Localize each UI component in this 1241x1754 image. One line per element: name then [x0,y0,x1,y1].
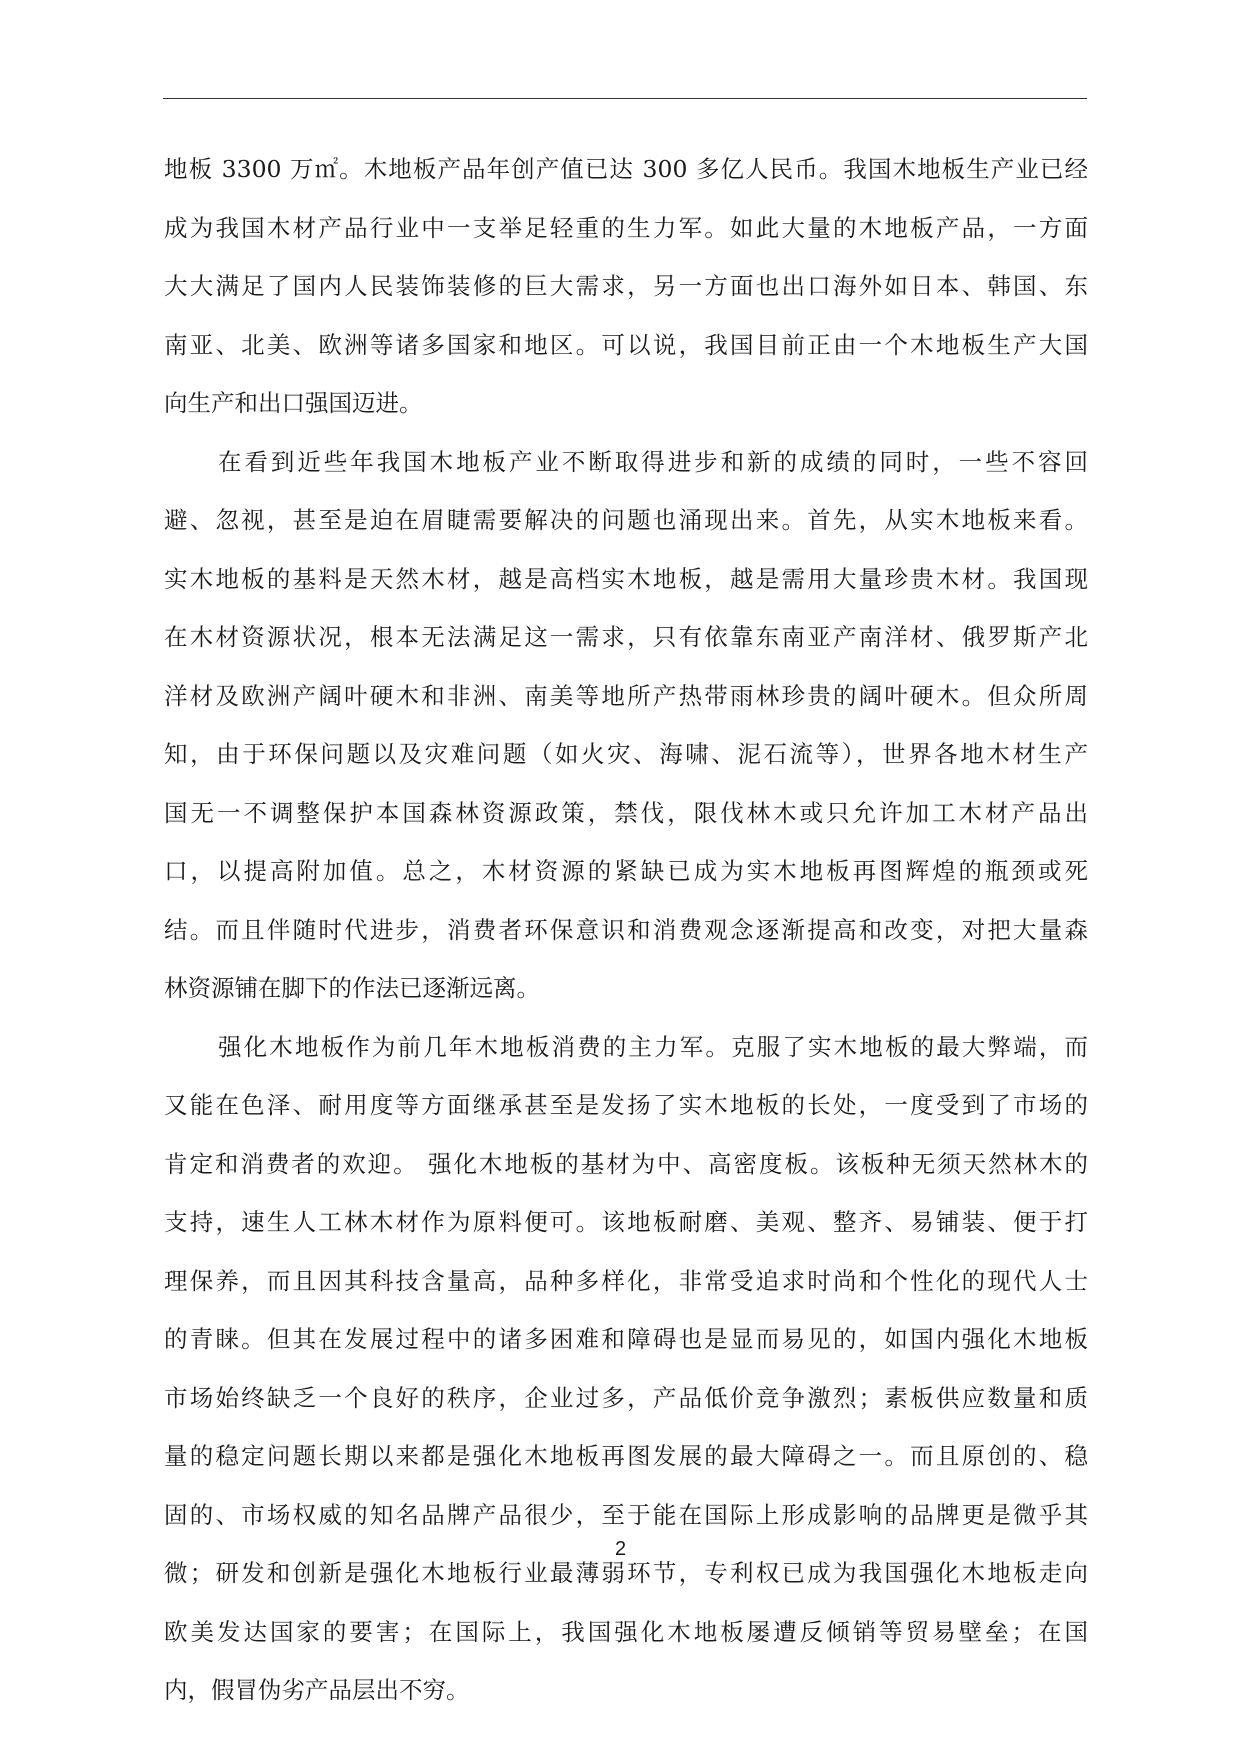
text-line: 的青睐。但其在发展过程中的诸多困难和障碍也是显而易见的，如国内强化木地板 [164,1325,1088,1353]
document-body [164,140,1088,1720]
paragraph [164,140,1088,433]
text-line: 支持，速生人工林木材作为原料便可。该地板耐磨、美观、整齐、易铺装、便于打 [164,1208,1088,1236]
text-line: 市场始终缺乏一个良好的秩序，企业过多，产品低价竞争激烈；素板供应数量和质 [164,1383,1088,1412]
text-line: 强化木地板作为前几年木地板消费的主力军。克服了实木地板的最大弊端，而 [218,1032,1088,1061]
text-line: 结。而且伴随时代进步，消费者环保意识和消费观念逐渐提高和改变，对把大量森 [164,915,1088,944]
text-line: 理保养，而且因其科技含量高，品种多样化，非常受追求时尚和个性化的现代人士 [164,1266,1088,1295]
text-line: 成为我国木材产品行业中一支举足轻重的生力军。如此大量的木地板产品，一方面 [164,213,1088,242]
text-line: 在看到近些年我国木地板产业不断取得进步和新的成绩的同时，一些不容回 [218,447,1088,476]
text-line: 欧美发达国家的要害；在国际上，我国强化木地板屡遭反倾销等贸易壁垒；在国 [164,1617,1088,1646]
text-line: 向生产和出口强国迈进。 [164,389,423,417]
text-line: 在木材资源状况，根本无法满足这一需求，只有依靠东南亚产南洋材、俄罗斯产北 [164,623,1088,651]
text-line: 微；研发和创新是强化木地板行业最薄弱环节，专利权已成为我国强化木地板走向 [164,1559,1088,1587]
text-line: 避、忽视，甚至是迫在眉睫需要解决的问题也涌现出来。首先，从实木地板来看。 [164,506,1088,534]
text-line: 地板 3300 万㎡。木地板产品年创产值已达 300 多亿人民币。我国木地板生产业已经 [164,155,1088,183]
text-line: 量的稳定问题长期以来都是强化木地板再图发展的最大障碍之一。而且原创的、稳 [164,1442,1088,1470]
text-line: 固的、市场权威的知名品牌产品很少，至于能在国际上形成影响的品牌更是微乎其 [164,1500,1088,1529]
text-line: 内，假冒伪劣产品层出不穷。 [164,1676,470,1704]
text-line: 洋材及欧洲产阔叶硬木和非洲、南美等地所产热带雨林珍贵的阔叶硬木。但众所周 [164,681,1088,710]
paragraph [164,1018,1088,1720]
page-number: 2 [614,1538,627,1560]
text-line: 实木地板的基料是天然木材，越是高档实木地板，越是需用大量珍贵木材。我国现 [164,564,1088,593]
text-line: 肯定和消费者的欢迎。 强化木地板的基材为中、高密度板。该板种无须天然林木的 [164,1149,1088,1178]
text-line: 大大满足了国内人民装饰装修的巨大需求，另一方面也出口海外如日本、韩国、东 [164,272,1088,300]
text-line: 国无一不调整保护本国森林资源政策，禁伐，限伐林木或只允许加工木材产品出 [164,798,1088,827]
text-line: 林资源铺在脚下的作法已逐渐远离。 [164,974,540,1002]
text-line: 又能在色泽、耐用度等方面继承甚至是发扬了实木地板的长处，一度受到了市场的 [164,1091,1088,1119]
text-line: 知，由于环保问题以及灾难问题（如火灾、海啸、泥石流等），世界各地木材生产 [164,740,1088,768]
header-rule [163,98,1087,99]
paragraph [164,433,1088,1018]
text-line: 南亚、北美、欧洲等诸多国家和地区。可以说，我国目前正由一个木地板生产大国 [164,330,1088,359]
text-line: 口，以提高附加值。总之，木材资源的紧缺已成为实木地板再图辉煌的瓶颈或死 [164,857,1088,885]
